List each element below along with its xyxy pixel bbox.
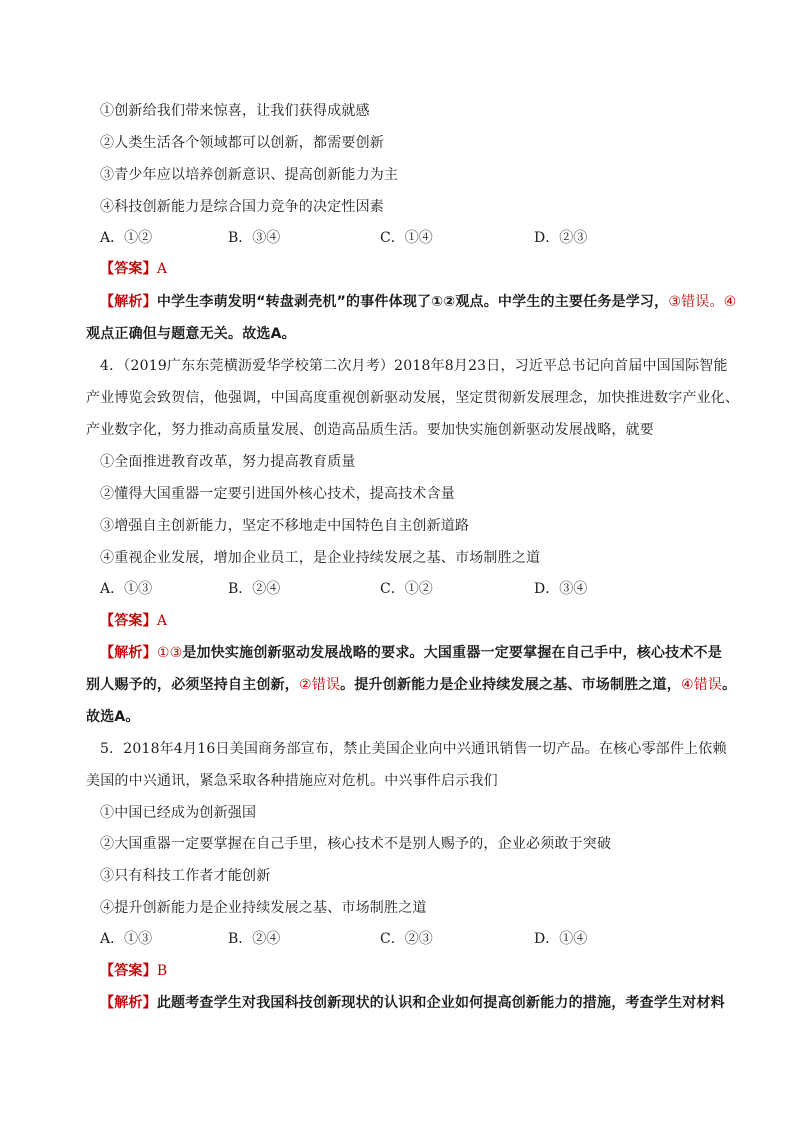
q4-option-c: C．①②	[380, 581, 433, 597]
q4-statement-3: ③增强自主创新能力，坚定不移地走中国特色自主创新道路	[100, 518, 470, 534]
q4-option-a: A．①③	[100, 581, 153, 597]
q3-analysis-line-1: 【解析】中学生李萌发明“转盘剥壳机”的事件体现了①②观点。中学生的主要任务是学习，③错误。④	[100, 294, 737, 310]
answer-tag: 【答案】	[100, 963, 157, 979]
answer-tag: 【答案】	[100, 261, 157, 277]
q4-analysis-line-1: 【解析】①③是加快实施创新驱动发展战略的要求。大国重器一定要掌握在自己手中，核心技术不是	[100, 645, 722, 661]
q5-stem-line-1: 5．2018年4月16日美国商务部宣布，禁止美国企业向中兴通讯销售一切产品。在核心零部件上依赖	[100, 741, 727, 757]
analysis-tag: 【解析】	[100, 294, 157, 310]
q5-statement-4: ④提升创新能力是企业持续发展之基、市场制胜之道	[100, 900, 427, 916]
q3-statement-1: ①创新给我们带来惊喜，让我们获得成就感	[100, 103, 370, 119]
analysis-tag: 【解析】	[100, 995, 157, 1011]
q5-option-a: A．①③	[100, 931, 153, 947]
answer-value: A	[156, 613, 168, 629]
q5-option-d: D．①④	[534, 931, 588, 947]
q3-answer	[100, 260, 167, 278]
q3-option-b: B．③④	[228, 230, 281, 246]
q5-option-b: B．②④	[228, 931, 281, 947]
q5-option-c: C．②③	[380, 931, 433, 947]
q4-statement-2: ②懂得大国重器一定要引进国外核心技术，提高技术含量	[100, 486, 455, 502]
q5-answer	[100, 962, 167, 980]
q4-answer	[100, 612, 167, 630]
q3-analysis-line-2: 观点正确但与题意无关。故选A。	[86, 326, 296, 342]
q4-analysis-line-3: 故选A。	[86, 709, 140, 725]
q4-stem-line-1: 4．（2019广东东莞横沥爱华学校第二次月考）2018年8月23日，习近平总书记向首届中国国际智能	[100, 358, 728, 374]
q5-stem-line-2: 美国的中兴通讯，紧急采取各种措施应对危机。中兴事件启示我们	[86, 773, 498, 789]
q5-statement-3: ③只有科技工作者才能创新	[100, 868, 271, 884]
q5-analysis-line-1: 【解析】此题考查学生对我国科技创新现状的认识和企业如何提高创新能力的措施，考查学生对材料	[100, 995, 725, 1011]
q4-analysis-line-2: 别人赐予的，必须坚持自主创新，②错误。提升创新能力是企业持续发展之基、市场制胜之道，④错误。	[86, 677, 737, 693]
q3-statement-2: ②人类生活各个领域都可以创新，都需要创新	[100, 135, 384, 151]
answer-value: B	[156, 963, 168, 979]
q3-option-d: D．②③	[534, 230, 588, 246]
answer-tag: 【答案】	[100, 613, 157, 629]
q4-statement-4: ④重视企业发展，增加企业员工，是企业持续发展之基、市场制胜之道	[100, 550, 541, 566]
q3-option-a: A．①②	[100, 230, 153, 246]
q5-statement-1: ①中国已经成为创新强国	[100, 805, 257, 821]
q3-option-c: C．①④	[380, 230, 433, 246]
q4-stem-line-2: 产业博览会致贺信，他强调，中国高度重视创新驱动发展，坚定贯彻新发展理念，加快推进数字产业化、	[86, 390, 740, 406]
q4-stem-line-3: 产业数字化，努力推动高质量发展、创造高品质生活。要加快实施创新驱动发展战略，就要	[86, 422, 654, 438]
q3-statement-4: ④科技创新能力是综合国力竞争的决定性因素	[100, 199, 384, 215]
q5-statement-2: ②大国重器一定要掌握在自己手里，核心技术不是别人赐予的，企业必须敢于突破	[100, 836, 612, 852]
q4-statement-1: ①全面推进教育改革，努力提高教育质量	[100, 454, 356, 470]
analysis-tag: 【解析】	[100, 645, 157, 661]
answer-value: A	[156, 261, 168, 277]
q4-option-b: B．②④	[228, 581, 281, 597]
q4-option-d: D．③④	[534, 581, 588, 597]
q3-statement-3: ③青少年应以培养创新意识、提高创新能力为主	[100, 167, 399, 183]
